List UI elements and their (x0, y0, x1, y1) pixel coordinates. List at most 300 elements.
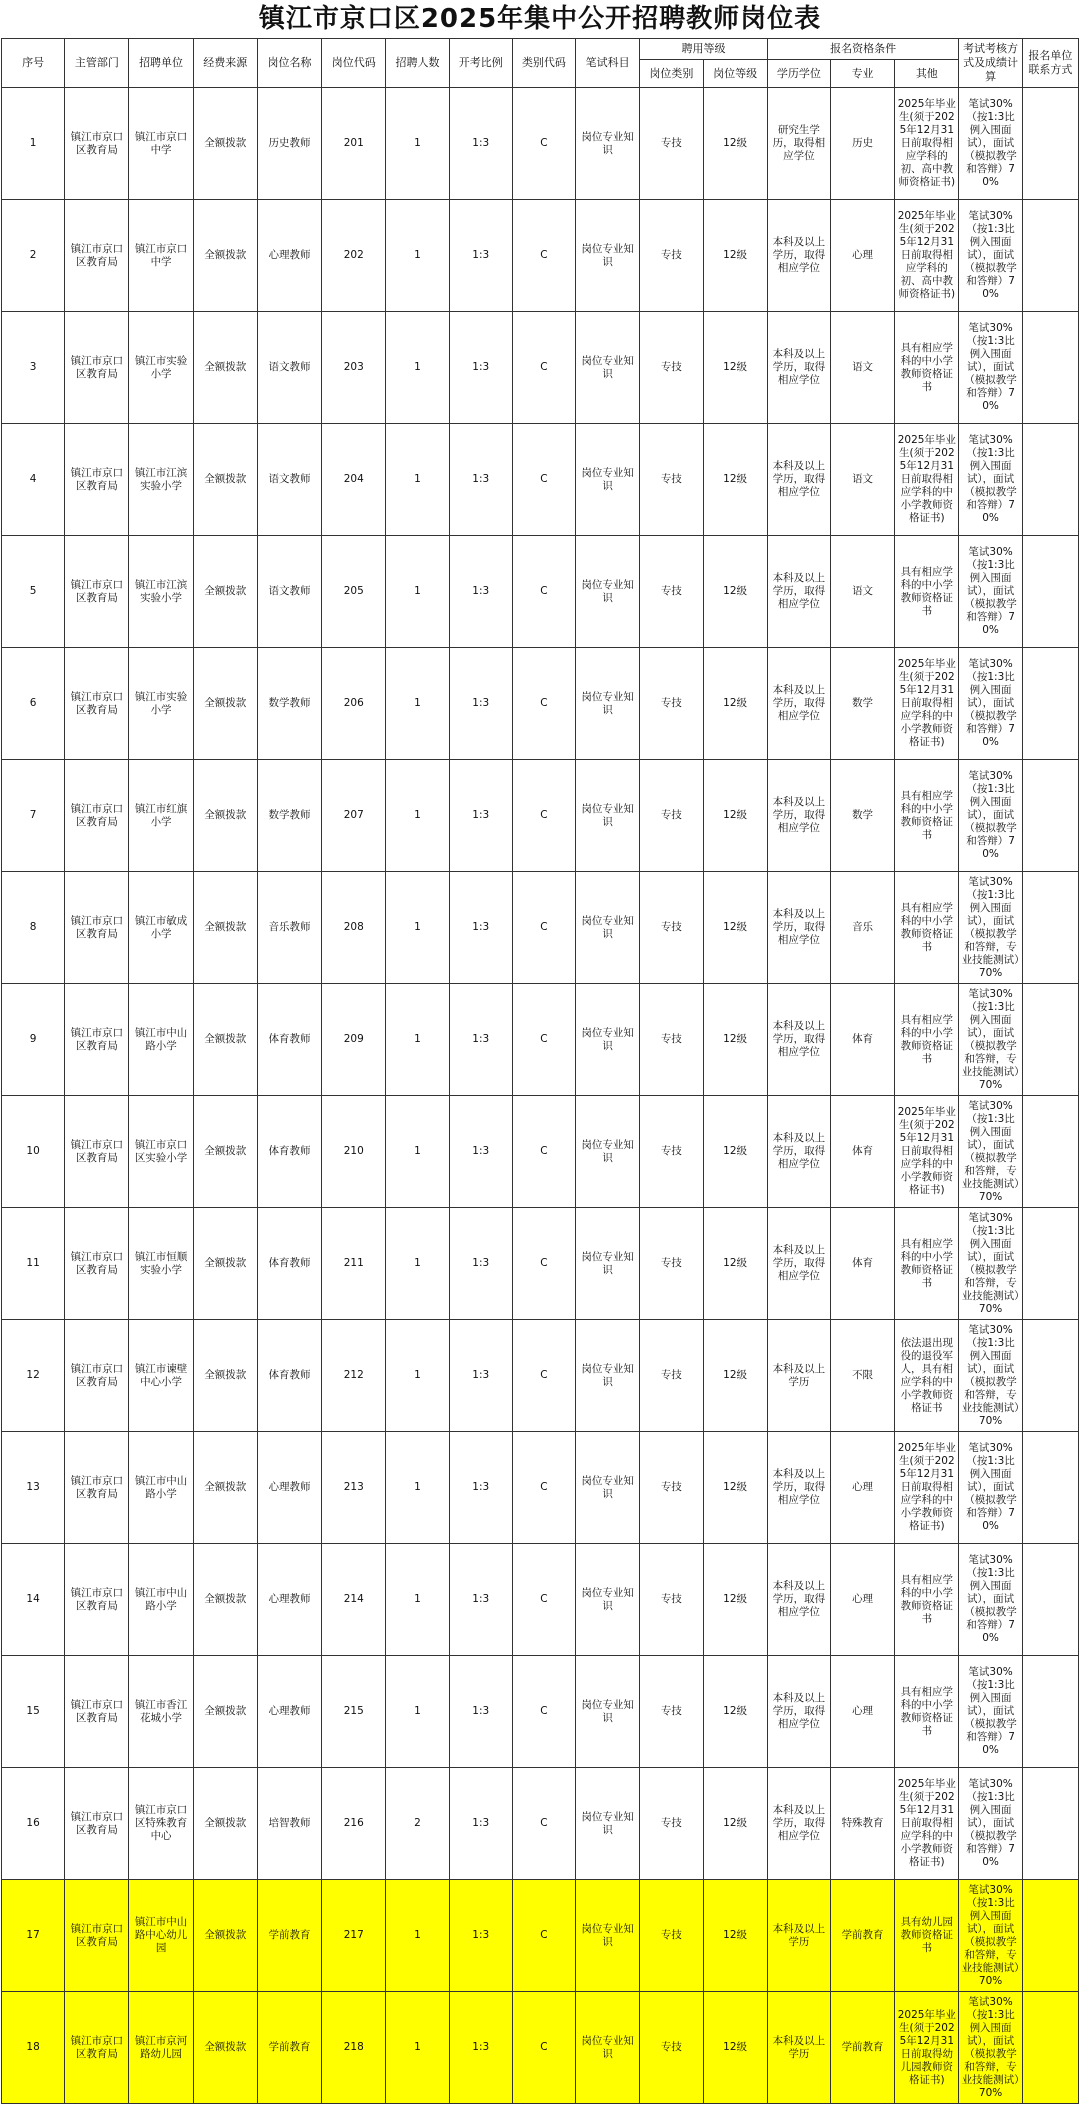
cell-num: 1 (386, 1992, 449, 2104)
cell-exam: 岗位专业知识 (576, 88, 640, 200)
cell-code: 207 (322, 760, 386, 872)
cell-grade-level: 12级 (703, 1096, 767, 1208)
cell-dept: 镇江市京口区教育局 (65, 1992, 129, 2104)
cell-other: 2025年毕业生(须于2025年12月31日前取得相应学科的中小学教师资格证书) (895, 1768, 959, 1880)
cell-ratio: 1:3 (449, 424, 512, 536)
cell-grade-type: 专技 (640, 1768, 703, 1880)
cell-dept: 镇江市京口区教育局 (65, 536, 129, 648)
cell-code: 213 (322, 1432, 386, 1544)
cell-dept: 镇江市京口区教育局 (65, 200, 129, 312)
cell-grade-level: 12级 (703, 1656, 767, 1768)
cell-unit: 镇江市京河路幼儿园 (129, 1992, 193, 2104)
cell-exam: 岗位专业知识 (576, 1432, 640, 1544)
cell-grade-level: 12级 (703, 760, 767, 872)
cell-seq: 17 (2, 1880, 65, 1992)
header-code: 岗位代码 (322, 39, 386, 88)
cell-dept: 镇江市京口区教育局 (65, 760, 129, 872)
cell-grade-type: 专技 (640, 984, 703, 1096)
cell-grade-level: 12级 (703, 1880, 767, 1992)
cell-seq: 15 (2, 1656, 65, 1768)
cell-exam: 岗位专业知识 (576, 760, 640, 872)
table-row (2, 312, 1079, 424)
cell-num: 1 (386, 88, 449, 200)
cell-dept: 镇江市京口区教育局 (65, 1768, 129, 1880)
table-row (2, 1432, 1079, 1544)
cell-code: 204 (322, 424, 386, 536)
cell-post: 音乐教师 (257, 872, 321, 984)
table-row (2, 760, 1079, 872)
cell-dept: 镇江市京口区教育局 (65, 88, 129, 200)
cell-post: 数学教师 (257, 760, 321, 872)
cell-grade-level: 12级 (703, 1320, 767, 1432)
cell-unit: 镇江市中山路小学 (129, 1544, 193, 1656)
cell-degree: 本科及以上学历，取得相应学位 (767, 760, 830, 872)
cell-assess: 笔试30%（按1:3比例入围面试），面试（模拟教学和答辩）70% (959, 1656, 1022, 1768)
cell-fund: 全额拨款 (193, 424, 257, 536)
cell-seq: 8 (2, 872, 65, 984)
cell-degree: 本科及以上学历，取得相应学位 (767, 1768, 830, 1880)
cell-ratio: 1:3 (449, 1656, 512, 1768)
cell-cat: C (512, 872, 575, 984)
cell-assess: 笔试30%（按1:3比例入围面试），面试（模拟教学和答辩）70% (959, 536, 1022, 648)
cell-assess: 笔试30%（按1:3比例入围面试），面试（模拟教学和答辩）70% (959, 1432, 1022, 1544)
cell-cat: C (512, 424, 575, 536)
cell-ratio: 1:3 (449, 1768, 512, 1880)
cell-exam: 岗位专业知识 (576, 872, 640, 984)
cell-cat: C (512, 760, 575, 872)
cell-exam: 岗位专业知识 (576, 648, 640, 760)
cell-cat: C (512, 648, 575, 760)
cell-grade-level: 12级 (703, 88, 767, 200)
cell-fund: 全额拨款 (193, 1880, 257, 1992)
cell-major: 体育 (830, 1208, 894, 1320)
cell-degree: 本科及以上学历，取得相应学位 (767, 200, 830, 312)
cell-code: 201 (322, 88, 386, 200)
cell-assess: 笔试30%（按1:3比例入围面试），面试（模拟教学和答辩）70% (959, 1544, 1022, 1656)
cell-code: 211 (322, 1208, 386, 1320)
cell-grade-level: 12级 (703, 648, 767, 760)
cell-other: 具有相应学科的中小学教师资格证书 (895, 760, 959, 872)
cell-fund: 全额拨款 (193, 1096, 257, 1208)
cell-cat: C (512, 1880, 575, 1992)
cell-assess: 笔试30%（按1:3比例入围面试），面试（模拟教学和答辩）70% (959, 760, 1022, 872)
header-grade-group: 聘用等级 (640, 39, 767, 60)
cell-exam: 岗位专业知识 (576, 1096, 640, 1208)
cell-exam: 岗位专业知识 (576, 1880, 640, 1992)
cell-code: 203 (322, 312, 386, 424)
cell-major: 心理 (830, 1432, 894, 1544)
table-row (2, 1880, 1079, 1992)
cell-assess: 笔试30%（按1:3比例入围面试），面试（模拟教学和答辩，专业技能测试）70% (959, 984, 1022, 1096)
cell-dept: 镇江市京口区教育局 (65, 1208, 129, 1320)
cell-degree: 本科及以上学历，取得相应学位 (767, 648, 830, 760)
cell-other: 2025年毕业生(须于2025年12月31日前取得相应学科的初、高中教师资格证书) (895, 88, 959, 200)
cell-unit: 镇江市京口中学 (129, 88, 193, 200)
cell-ratio: 1:3 (449, 760, 512, 872)
cell-unit: 镇江市红旗小学 (129, 760, 193, 872)
cell-contact (1022, 200, 1078, 312)
cell-dept: 镇江市京口区教育局 (65, 984, 129, 1096)
table-row (2, 1096, 1079, 1208)
cell-other: 2025年毕业生(须于2025年12月31日前取得幼儿园教师资格证书) (895, 1992, 959, 2104)
cell-fund: 全额拨款 (193, 1208, 257, 1320)
cell-dept: 镇江市京口区教育局 (65, 1432, 129, 1544)
cell-contact (1022, 648, 1078, 760)
cell-exam: 岗位专业知识 (576, 312, 640, 424)
cell-degree: 本科及以上学历，取得相应学位 (767, 984, 830, 1096)
cell-ratio: 1:3 (449, 984, 512, 1096)
cell-other: 具有相应学科的中小学教师资格证书 (895, 312, 959, 424)
cell-degree: 本科及以上学历，取得相应学位 (767, 1656, 830, 1768)
cell-exam: 岗位专业知识 (576, 1768, 640, 1880)
table-body (2, 88, 1079, 2104)
cell-code: 210 (322, 1096, 386, 1208)
cell-other: 具有相应学科的中小学教师资格证书 (895, 1544, 959, 1656)
header-grade-level: 岗位等级 (703, 60, 767, 88)
cell-num: 1 (386, 1208, 449, 1320)
cell-unit: 镇江市江滨实验小学 (129, 536, 193, 648)
cell-seq: 1 (2, 88, 65, 200)
cell-contact (1022, 1208, 1078, 1320)
cell-post: 培智教师 (257, 1768, 321, 1880)
cell-grade-type: 专技 (640, 1320, 703, 1432)
cell-major: 体育 (830, 984, 894, 1096)
cell-grade-type: 专技 (640, 648, 703, 760)
cell-assess: 笔试30%（按1:3比例入围面试），面试（模拟教学和答辩，专业技能测试）70% (959, 1880, 1022, 1992)
cell-assess: 笔试30%（按1:3比例入围面试），面试（模拟教学和答辩，专业技能测试）70% (959, 1208, 1022, 1320)
cell-ratio: 1:3 (449, 1992, 512, 2104)
cell-exam: 岗位专业知识 (576, 536, 640, 648)
cell-post: 心理教师 (257, 1432, 321, 1544)
cell-code: 215 (322, 1656, 386, 1768)
cell-dept: 镇江市京口区教育局 (65, 1880, 129, 1992)
cell-seq: 18 (2, 1992, 65, 2104)
cell-code: 217 (322, 1880, 386, 1992)
cell-fund: 全额拨款 (193, 536, 257, 648)
cell-degree: 本科及以上学历，取得相应学位 (767, 1208, 830, 1320)
cell-post: 体育教师 (257, 1096, 321, 1208)
cell-contact (1022, 1320, 1078, 1432)
cell-other: 2025年毕业生(须于2025年12月31日前取得相应学科的中小学教师资格证书) (895, 424, 959, 536)
cell-major: 语文 (830, 312, 894, 424)
cell-code: 202 (322, 200, 386, 312)
cell-seq: 2 (2, 200, 65, 312)
cell-assess: 笔试30%（按1:3比例入围面试），面试（模拟教学和答辩）70% (959, 200, 1022, 312)
cell-dept: 镇江市京口区教育局 (65, 1320, 129, 1432)
cell-code: 205 (322, 536, 386, 648)
cell-fund: 全额拨款 (193, 1432, 257, 1544)
cell-degree: 本科及以上学历 (767, 1880, 830, 1992)
cell-contact (1022, 312, 1078, 424)
cell-dept: 镇江市京口区教育局 (65, 1544, 129, 1656)
table-row (2, 424, 1079, 536)
cell-unit: 镇江市香江花城小学 (129, 1656, 193, 1768)
cell-code: 208 (322, 872, 386, 984)
cell-unit: 镇江市中山路中心幼儿园 (129, 1880, 193, 1992)
header-dept: 主管部门 (65, 39, 129, 88)
cell-grade-type: 专技 (640, 88, 703, 200)
cell-num: 1 (386, 872, 449, 984)
header-major: 专业 (830, 60, 894, 88)
cell-dept: 镇江市京口区教育局 (65, 312, 129, 424)
cell-assess: 笔试30%（按1:3比例入围面试），面试（模拟教学和答辩，专业技能测试）70% (959, 1096, 1022, 1208)
cell-degree: 本科及以上学历，取得相应学位 (767, 312, 830, 424)
cell-assess: 笔试30%（按1:3比例入围面试），面试（模拟教学和答辩）70% (959, 88, 1022, 200)
table-row (2, 1992, 1079, 2104)
cell-cat: C (512, 88, 575, 200)
cell-degree: 本科及以上学历，取得相应学位 (767, 1432, 830, 1544)
cell-unit: 镇江市京口区实验小学 (129, 1096, 193, 1208)
cell-assess: 笔试30%（按1:3比例入围面试），面试（模拟教学和答辩）70% (959, 312, 1022, 424)
cell-ratio: 1:3 (449, 1096, 512, 1208)
cell-assess: 笔试30%（按1:3比例入围面试），面试（模拟教学和答辩）70% (959, 424, 1022, 536)
cell-seq: 6 (2, 648, 65, 760)
cell-num: 1 (386, 1544, 449, 1656)
cell-post: 语文教师 (257, 536, 321, 648)
cell-fund: 全额拨款 (193, 1544, 257, 1656)
cell-contact (1022, 760, 1078, 872)
cell-other: 具有相应学科的中小学教师资格证书 (895, 872, 959, 984)
cell-dept: 镇江市京口区教育局 (65, 1096, 129, 1208)
cell-num: 1 (386, 984, 449, 1096)
cell-grade-level: 12级 (703, 200, 767, 312)
cell-major: 心理 (830, 1656, 894, 1768)
cell-num: 1 (386, 648, 449, 760)
cell-num: 1 (386, 1880, 449, 1992)
table-row (2, 872, 1079, 984)
cell-contact (1022, 1992, 1078, 2104)
cell-grade-type: 专技 (640, 872, 703, 984)
header-qual-group: 报名资格条件 (767, 39, 959, 60)
cell-other: 2025年毕业生(须于2025年12月31日前取得相应学科的中小学教师资格证书) (895, 1096, 959, 1208)
cell-contact (1022, 1656, 1078, 1768)
cell-other: 依法退出现役的退役军人，具有相应学科的中小学教师资格证书 (895, 1320, 959, 1432)
cell-degree: 本科及以上学历 (767, 1320, 830, 1432)
cell-unit: 镇江市敏成小学 (129, 872, 193, 984)
cell-grade-type: 专技 (640, 760, 703, 872)
cell-contact (1022, 88, 1078, 200)
cell-contact (1022, 984, 1078, 1096)
cell-fund: 全额拨款 (193, 984, 257, 1096)
cell-exam: 岗位专业知识 (576, 1544, 640, 1656)
cell-grade-type: 专技 (640, 1880, 703, 1992)
cell-grade-type: 专技 (640, 1208, 703, 1320)
cell-code: 218 (322, 1992, 386, 2104)
cell-grade-level: 12级 (703, 312, 767, 424)
header-assess: 考试考核方式及成绩计算 (959, 39, 1022, 88)
cell-grade-level: 12级 (703, 1208, 767, 1320)
cell-unit: 镇江市实验小学 (129, 312, 193, 424)
cell-num: 1 (386, 760, 449, 872)
cell-num: 1 (386, 1096, 449, 1208)
cell-grade-level: 12级 (703, 872, 767, 984)
cell-ratio: 1:3 (449, 648, 512, 760)
table-row (2, 1320, 1079, 1432)
header-degree: 学历学位 (767, 60, 830, 88)
cell-major: 不限 (830, 1320, 894, 1432)
header-ratio: 开考比例 (449, 39, 512, 88)
cell-other: 2025年毕业生(须于2025年12月31日前取得相应学科的初、高中教师资格证书) (895, 200, 959, 312)
cell-exam: 岗位专业知识 (576, 1320, 640, 1432)
cell-seq: 3 (2, 312, 65, 424)
cell-code: 206 (322, 648, 386, 760)
cell-contact (1022, 1768, 1078, 1880)
cell-code: 216 (322, 1768, 386, 1880)
cell-ratio: 1:3 (449, 1544, 512, 1656)
cell-degree: 本科及以上学历，取得相应学位 (767, 1096, 830, 1208)
cell-num: 1 (386, 1320, 449, 1432)
cell-ratio: 1:3 (449, 200, 512, 312)
cell-cat: C (512, 536, 575, 648)
cell-seq: 7 (2, 760, 65, 872)
cell-major: 学前教育 (830, 1992, 894, 2104)
cell-other: 具有相应学科的中小学教师资格证书 (895, 1656, 959, 1768)
cell-grade-type: 专技 (640, 312, 703, 424)
cell-fund: 全额拨款 (193, 200, 257, 312)
header-num: 招聘人数 (386, 39, 449, 88)
cell-seq: 12 (2, 1320, 65, 1432)
cell-grade-level: 12级 (703, 1992, 767, 2104)
cell-unit: 镇江市京口区特殊教育中心 (129, 1768, 193, 1880)
cell-num: 1 (386, 200, 449, 312)
cell-major: 特殊教育 (830, 1768, 894, 1880)
cell-seq: 14 (2, 1544, 65, 1656)
table-row (2, 200, 1079, 312)
cell-unit: 镇江市京口中学 (129, 200, 193, 312)
table-header (2, 39, 1079, 88)
header-unit: 招聘单位 (129, 39, 193, 88)
cell-major: 心理 (830, 200, 894, 312)
cell-cat: C (512, 1096, 575, 1208)
recruitment-table (1, 38, 1079, 2104)
cell-fund: 全额拨款 (193, 1992, 257, 2104)
cell-seq: 10 (2, 1096, 65, 1208)
cell-cat: C (512, 1992, 575, 2104)
cell-ratio: 1:3 (449, 536, 512, 648)
cell-major: 历史 (830, 88, 894, 200)
cell-dept: 镇江市京口区教育局 (65, 872, 129, 984)
cell-num: 1 (386, 1432, 449, 1544)
cell-contact (1022, 872, 1078, 984)
cell-other: 具有相应学科的中小学教师资格证书 (895, 984, 959, 1096)
cell-post: 心理教师 (257, 1656, 321, 1768)
cell-post: 历史教师 (257, 88, 321, 200)
table-row (2, 1544, 1079, 1656)
cell-unit: 镇江市中山路小学 (129, 1432, 193, 1544)
cell-grade-level: 12级 (703, 1544, 767, 1656)
cell-grade-type: 专技 (640, 1656, 703, 1768)
cell-major: 语文 (830, 536, 894, 648)
table-row (2, 1768, 1079, 1880)
cell-exam: 岗位专业知识 (576, 1656, 640, 1768)
cell-cat: C (512, 312, 575, 424)
cell-seq: 5 (2, 536, 65, 648)
cell-code: 209 (322, 984, 386, 1096)
cell-contact (1022, 536, 1078, 648)
cell-cat: C (512, 1432, 575, 1544)
cell-seq: 9 (2, 984, 65, 1096)
cell-seq: 4 (2, 424, 65, 536)
cell-major: 心理 (830, 1544, 894, 1656)
cell-exam: 岗位专业知识 (576, 984, 640, 1096)
header-contact: 报名单位联系方式 (1022, 39, 1078, 88)
cell-unit: 镇江市中山路小学 (129, 984, 193, 1096)
cell-cat: C (512, 200, 575, 312)
cell-dept: 镇江市京口区教育局 (65, 1656, 129, 1768)
cell-ratio: 1:3 (449, 88, 512, 200)
cell-post: 学前教育 (257, 1992, 321, 2104)
table-row (2, 536, 1079, 648)
cell-grade-level: 12级 (703, 984, 767, 1096)
cell-seq: 13 (2, 1432, 65, 1544)
cell-other: 具有幼儿园教师资格证书 (895, 1880, 959, 1992)
cell-major: 学前教育 (830, 1880, 894, 1992)
cell-other: 2025年毕业生(须于2025年12月31日前取得相应学科的中小学教师资格证书) (895, 1432, 959, 1544)
cell-fund: 全额拨款 (193, 88, 257, 200)
cell-assess: 笔试30%（按1:3比例入围面试），面试（模拟教学和答辩，专业技能测试）70% (959, 1320, 1022, 1432)
cell-post: 体育教师 (257, 1208, 321, 1320)
cell-grade-type: 专技 (640, 536, 703, 648)
cell-contact (1022, 1880, 1078, 1992)
header-fund: 经费来源 (193, 39, 257, 88)
cell-dept: 镇江市京口区教育局 (65, 424, 129, 536)
cell-grade-type: 专技 (640, 1992, 703, 2104)
header-seq: 序号 (2, 39, 65, 88)
cell-num: 1 (386, 312, 449, 424)
cell-contact (1022, 1432, 1078, 1544)
cell-unit: 镇江市江滨实验小学 (129, 424, 193, 536)
cell-degree: 本科及以上学历，取得相应学位 (767, 424, 830, 536)
cell-seq: 11 (2, 1208, 65, 1320)
cell-num: 1 (386, 424, 449, 536)
cell-other: 具有相应学科的中小学教师资格证书 (895, 1208, 959, 1320)
table-row (2, 648, 1079, 760)
cell-ratio: 1:3 (449, 1432, 512, 1544)
cell-fund: 全额拨款 (193, 312, 257, 424)
cell-fund: 全额拨款 (193, 1320, 257, 1432)
cell-post: 语文教师 (257, 312, 321, 424)
cell-seq: 16 (2, 1768, 65, 1880)
cell-num: 1 (386, 536, 449, 648)
cell-degree: 本科及以上学历，取得相应学位 (767, 536, 830, 648)
cell-post: 心理教师 (257, 200, 321, 312)
table-row (2, 1656, 1079, 1768)
cell-contact (1022, 1096, 1078, 1208)
header-exam: 笔试科目 (576, 39, 640, 88)
cell-other: 2025年毕业生(须于2025年12月31日前取得相应学科的中小学教师资格证书) (895, 648, 959, 760)
header-post: 岗位名称 (257, 39, 321, 88)
cell-post: 语文教师 (257, 424, 321, 536)
cell-post: 数学教师 (257, 648, 321, 760)
cell-major: 语文 (830, 424, 894, 536)
cell-degree: 研究生学历，取得相应学位 (767, 88, 830, 200)
cell-unit: 镇江市恒顺实验小学 (129, 1208, 193, 1320)
cell-assess: 笔试30%（按1:3比例入围面试），面试（模拟教学和答辩，专业技能测试）70% (959, 872, 1022, 984)
cell-assess: 笔试30%（按1:3比例入围面试），面试（模拟教学和答辩）70% (959, 648, 1022, 760)
cell-cat: C (512, 1208, 575, 1320)
cell-exam: 岗位专业知识 (576, 1208, 640, 1320)
cell-cat: C (512, 1320, 575, 1432)
table-row (2, 984, 1079, 1096)
cell-grade-type: 专技 (640, 1432, 703, 1544)
cell-dept: 镇江市京口区教育局 (65, 648, 129, 760)
cell-grade-type: 专技 (640, 424, 703, 536)
cell-major: 数学 (830, 648, 894, 760)
table-row (2, 88, 1079, 200)
cell-contact (1022, 1544, 1078, 1656)
cell-grade-type: 专技 (640, 1096, 703, 1208)
cell-grade-level: 12级 (703, 424, 767, 536)
